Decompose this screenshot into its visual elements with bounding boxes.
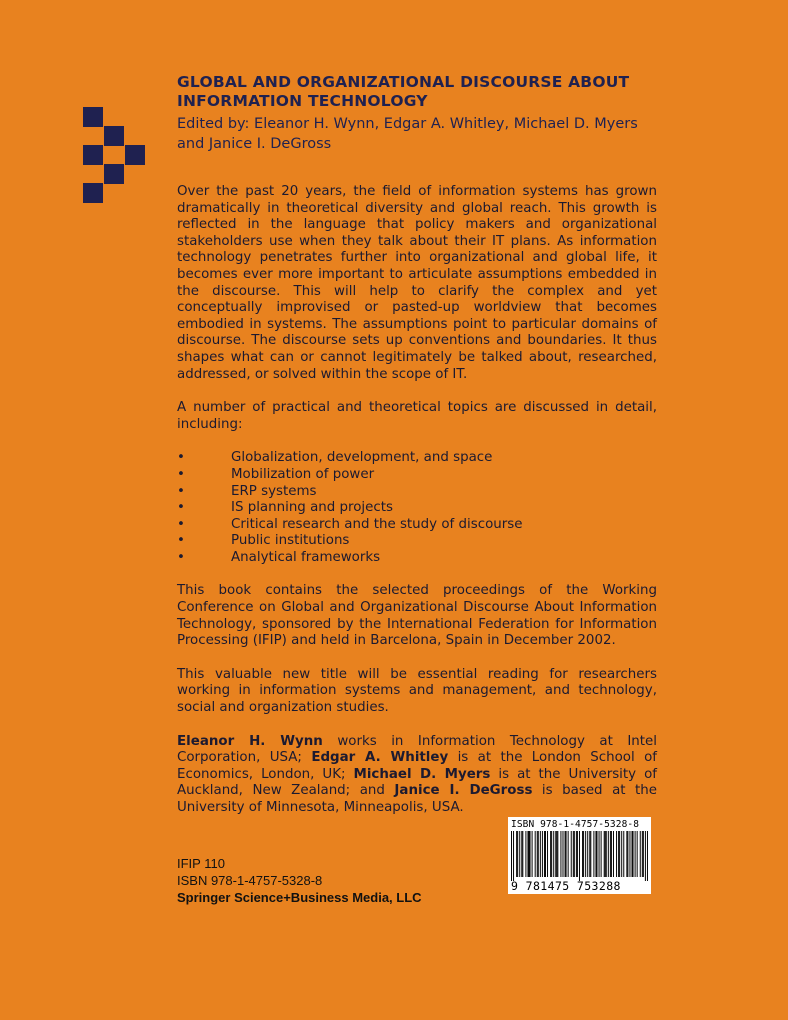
barcode-bar [626,831,627,877]
barcode-bar [627,831,628,877]
author-name: Edgar A. Whitley [311,750,449,766]
author-name: Michael D. Myers [353,766,491,782]
logo-square [83,107,103,127]
list-item: • Public institutions [177,533,350,549]
editors-line: Edited by: Eleanor H. Wynn, Edgar A. Whitley, Michael D. Myers and Janice I. DeGross [177,116,638,152]
list-item: • ERP systems [177,483,317,499]
bullet-icon: • [177,533,185,549]
intro-paragraph: Over the past 20 years, the field of information systems has grown dramatically in theoretical diversity and global reach. This growth is reflected in the language that policy makers and organizational stakeholders use when they talk about their IT plans. As information technology penetrates further into organizational and global life, it becomes ever more important to articulate assumptions embedded in the discourse. This will help to clarify the complex and yet conceptually improvised or pasted-up worldview that becomes embodied in systems. The assumptions point to particular domains of discourse. The discourse sets up conventions and boundaries. It thus shapes what can or cannot legitimately be talked about, researched, addressed, or solved within the scope of IT. [177,184,657,382]
barcode-bar [522,831,523,877]
logo-square [104,164,124,184]
logo-square [83,183,103,203]
barcode-bar [540,831,541,877]
list-item: • Mobilization of power [177,466,375,482]
barcode-bar [529,831,530,877]
barcode-bar [517,831,518,877]
bullet-icon: • [177,483,185,499]
barcode-bar [547,831,548,877]
barcode-bar [532,831,533,877]
barcode-bar [579,831,580,881]
barcode-bar [595,831,596,877]
barcode-bar [563,831,564,877]
barcode-bar [557,831,558,877]
barcode-bar [521,831,522,877]
barcode-bar [516,831,517,877]
barcode-bar [589,831,590,877]
barcode-bar [542,831,543,877]
barcode-bar [621,831,622,877]
bullet-icon: • [177,500,185,516]
barcode-digits: 9 781475 753288 [511,879,621,893]
barcode-bar [601,831,602,877]
barcode-bar [568,831,569,877]
barcode-bar [635,831,636,877]
barcode-bar [629,831,630,877]
barcode-bar [537,831,538,877]
list-item: • IS planning and projects [177,500,393,516]
barcode-bar [647,831,648,881]
barcode-bar [530,831,531,877]
audience-paragraph: This valuable new title will be essential reading for researchers working in information systems and management, and technology, social and organization studies. [177,666,657,716]
barcode-bar [606,831,607,877]
barcode-bar [613,831,614,877]
barcode-bar [565,831,566,877]
author-name: Eleanor H. Wynn [177,733,323,749]
barcode-bar [525,831,526,877]
barcode-bar [519,831,520,877]
barcode-bar [619,831,620,877]
book-title: GLOBAL AND ORGANIZATIONAL DISCOURSE ABOUT INFORMATION TECHNOLOGY [177,73,630,110]
barcode-bar [560,831,561,877]
imprint-block [177,855,477,906]
barcode-bar [511,831,512,881]
barcode-bar [608,831,609,877]
barcode-bar [610,831,611,877]
barcode-bar [577,831,578,877]
bullet-icon: • [177,549,185,565]
barcode-bar [553,831,554,877]
topics-lead-paragraph: A number of practical and theoretical topics are discussed in detail, including: [177,400,657,432]
topics-list [177,450,657,566]
list-item: • Globalization, development, and space [177,450,493,466]
barcode-bar [574,831,575,877]
barcode-bar [551,831,552,877]
barcode-bar [566,831,567,877]
barcode-bar [513,831,514,881]
barcode-bar [590,831,591,877]
list-item: • Analytical frameworks [177,549,381,565]
barcode-bar [583,831,584,877]
barcode-bar [597,831,598,877]
barcode-bar [556,831,557,877]
proceedings-paragraph: This book contains the selected proceedings of the Working Conference on Global and Organizational Discourse About Information Technology, sponsored by the International Federation for Information Processing (IFIP) and held in Barcelona, Spain in December 2002. [177,583,657,649]
barcode-bar [555,831,556,877]
barcode-bar [604,831,605,877]
publisher-name: Springer Science+Business Media, LLC [177,890,422,905]
barcode-bar [545,831,546,877]
barcode-bar [538,831,539,877]
barcode-bar [582,831,583,877]
barcode-bar [623,831,624,877]
series-number: IFIP 110 [177,856,225,871]
barcode-bar [611,831,612,877]
isbn-barcode [508,817,651,894]
barcode-bar [576,831,577,877]
barcode-bar [573,831,574,877]
barcode-bar [535,831,536,877]
barcode-bar [571,831,572,877]
barcode-bar [587,831,588,877]
barcode-bars [511,831,648,881]
barcode-bar [550,831,551,877]
barcode-bar [605,831,606,877]
author-name: Janice I. DeGross [394,783,533,799]
barcode-bar [593,831,594,877]
barcode-bar [637,831,638,877]
barcode-bar [640,831,641,877]
bullet-icon: • [177,516,185,532]
barcode-bar [527,831,528,877]
publisher-logo-squares [83,107,145,201]
isbn-text: ISBN 978-1-4757-5328-8 [177,873,323,888]
barcode-bar [618,831,619,877]
barcode-bar [544,831,545,877]
back-cover-blurb [177,184,657,817]
authors-paragraph: Eleanor H. Wynn works in Information Technology at Intel Corporation, USA; Edgar A. Whitley is at the London School of Economics, London, UK; Michael D. Myers is at the University of Auckland, New Zealand; and Janice I. DeGross is based at the University of Minnesota, Minneapolis, USA. [177,733,658,815]
barcode-bar [585,831,586,877]
barcode-isbn-label: ISBN 978-1-4757-5328-8 [511,819,640,830]
barcode-bar [632,831,633,877]
bullet-icon: • [177,450,185,466]
barcode-bar [633,831,634,877]
logo-square [104,126,124,146]
logo-square [125,145,145,165]
logo-square [83,145,103,165]
barcode-bar [642,831,643,877]
barcode-bar [643,831,644,877]
bullet-icon: • [177,466,185,482]
barcode-bar [599,831,600,877]
barcode-bar [616,831,617,877]
list-item: • Critical research and the study of discourse [177,516,523,532]
barcode-bar [645,831,646,881]
